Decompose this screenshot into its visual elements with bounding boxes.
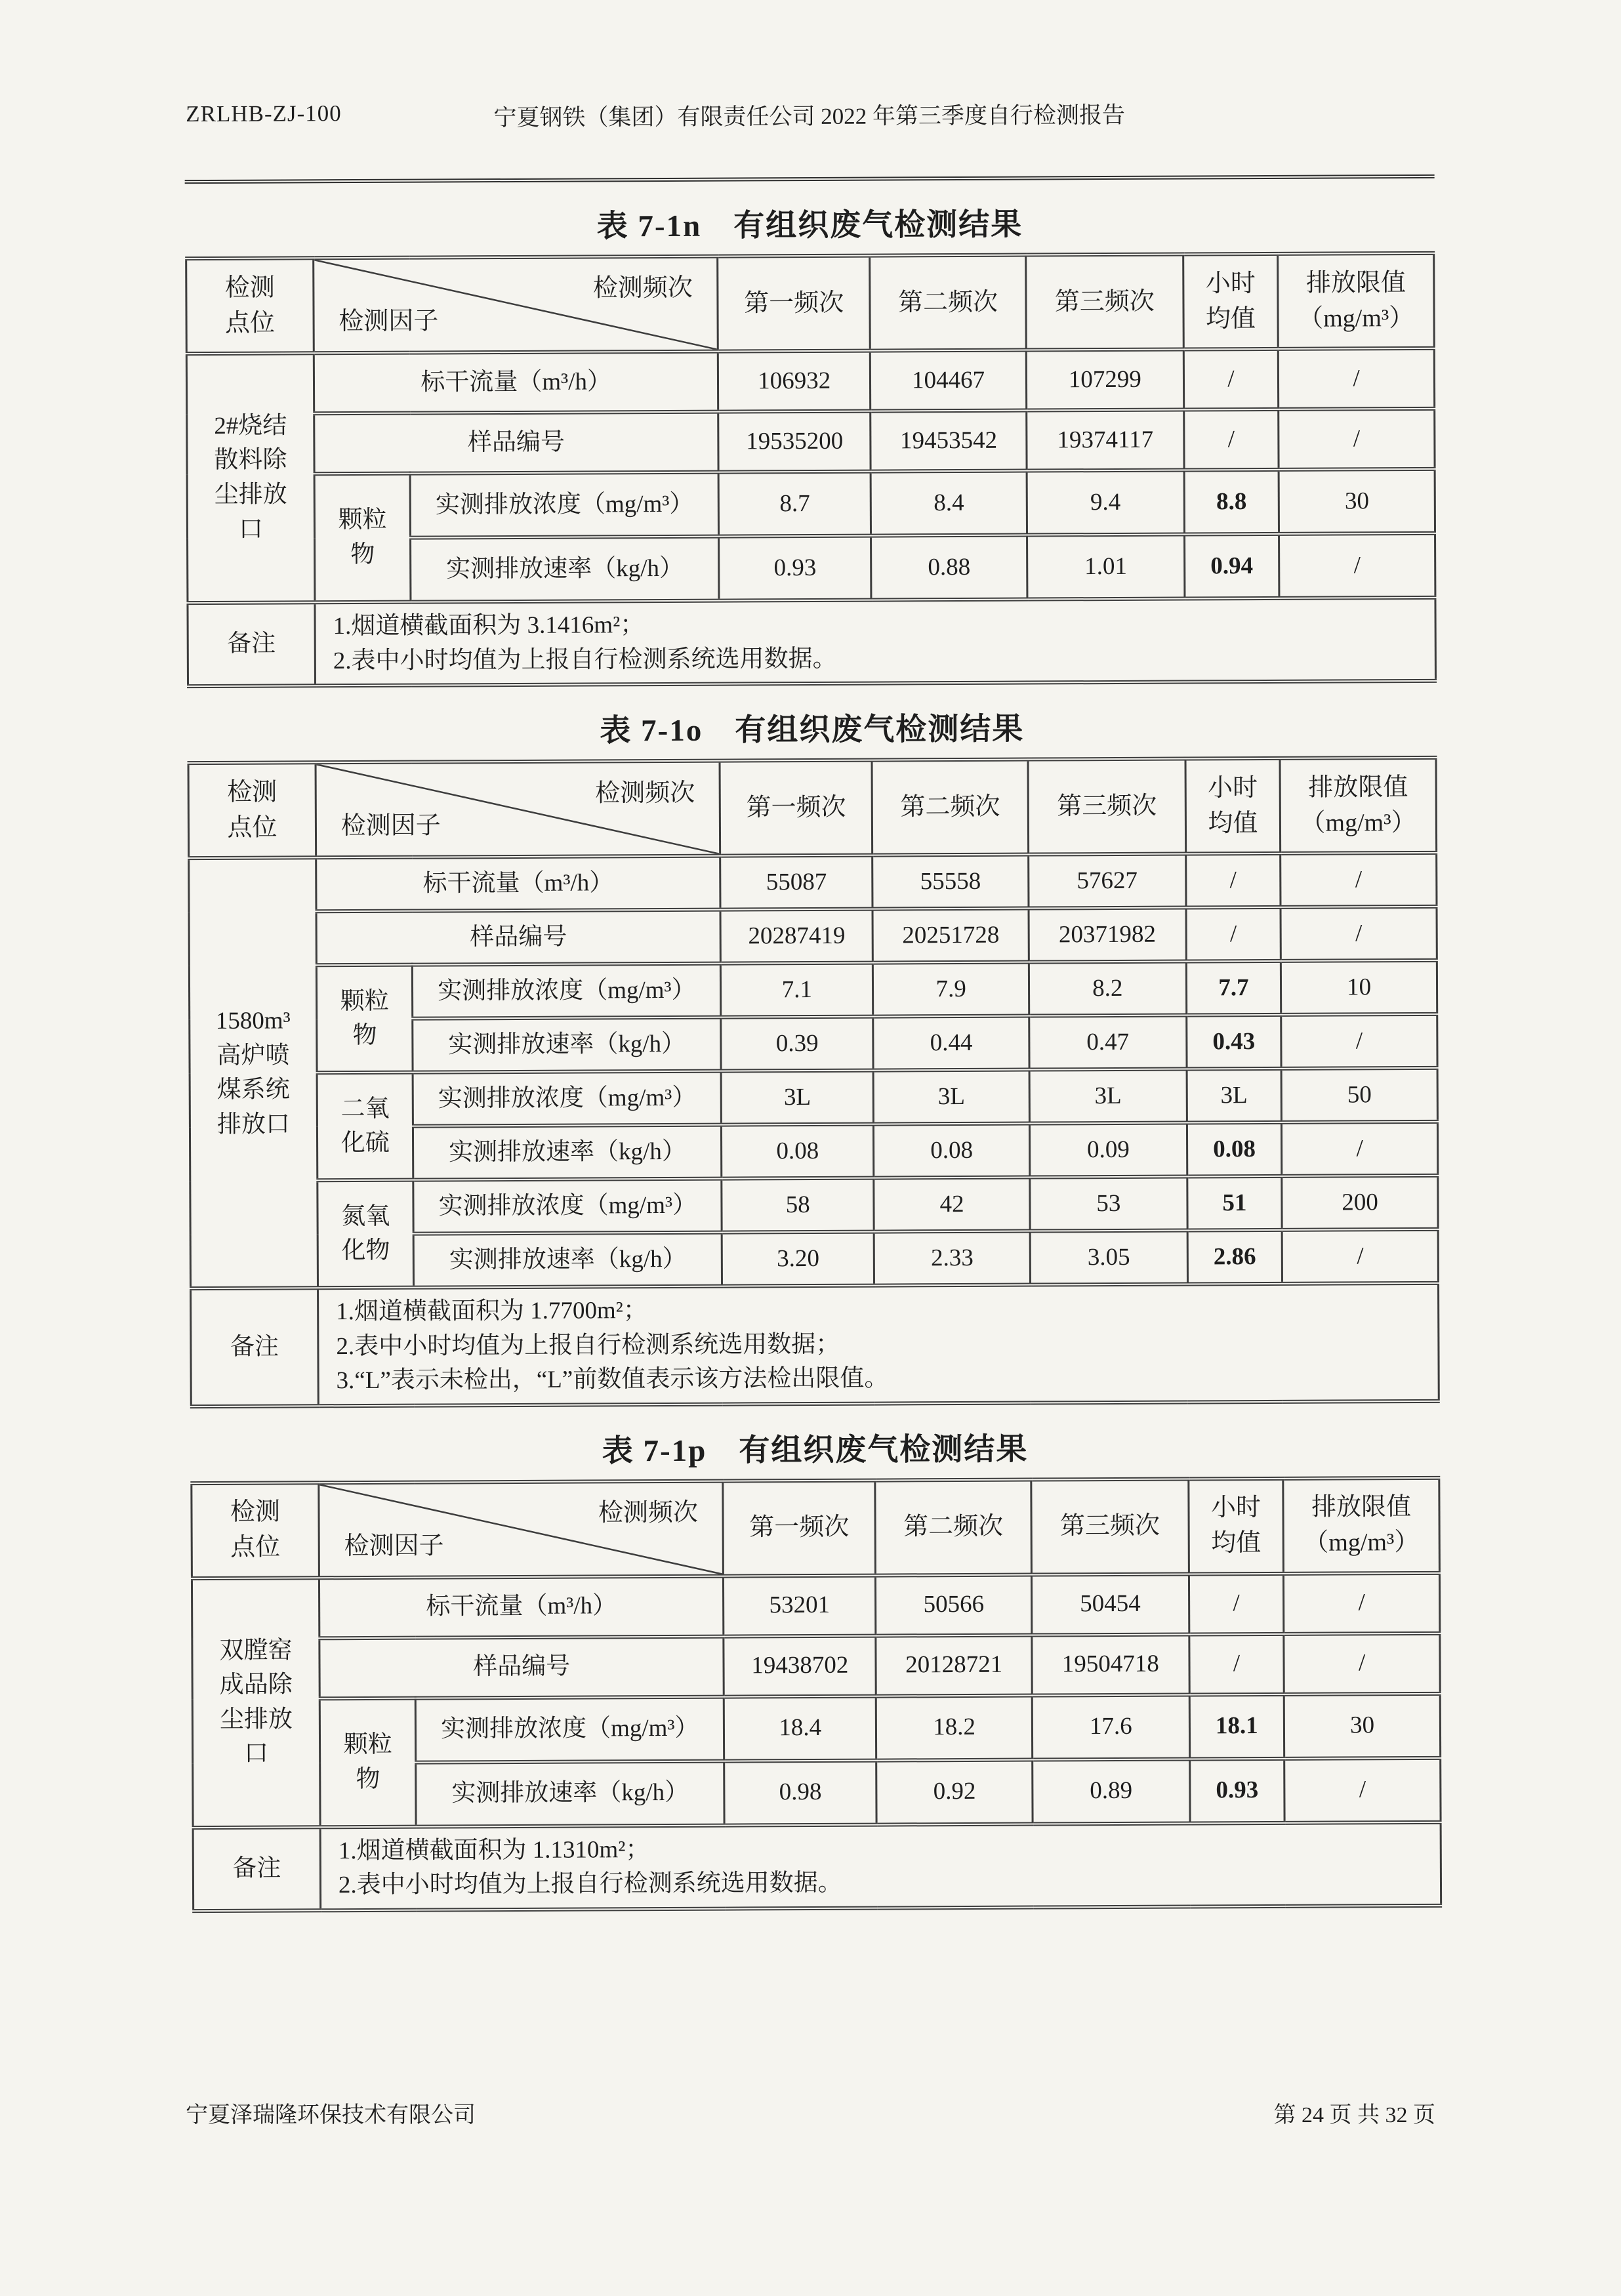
table-cell: / bbox=[1189, 1574, 1284, 1635]
table-cell: 0.44 bbox=[873, 1016, 1029, 1071]
col-header-limit: 排放限值 （mg/m³） bbox=[1280, 758, 1436, 853]
notes-label: 备注 bbox=[191, 1288, 319, 1406]
table-cell: 107299 bbox=[1026, 350, 1183, 411]
table-cell: / bbox=[1284, 1572, 1440, 1633]
col-header-limit: 排放限值 （mg/m³） bbox=[1283, 1477, 1439, 1573]
factor-label: 标干流量（m³/h） bbox=[319, 1576, 724, 1638]
factor-label: 实测排放浓度（mg/m³） bbox=[416, 1696, 724, 1762]
pollutant-label: 氮氧 化物 bbox=[318, 1180, 414, 1288]
table-title: 表 7-1p 有组织废气检测结果 bbox=[602, 1432, 1029, 1469]
table-cell: / bbox=[1183, 409, 1279, 470]
table-cell: 7.1 bbox=[721, 963, 873, 1017]
header-rule bbox=[185, 174, 1435, 184]
factor-label: 实测排放浓度（mg/m³） bbox=[413, 964, 721, 1019]
table-cell: / bbox=[1279, 533, 1435, 598]
table-cell: 17.6 bbox=[1032, 1694, 1189, 1759]
table-cell: 0.93 bbox=[1189, 1759, 1284, 1824]
factor-label: 实测排放浓度（mg/m³） bbox=[413, 1071, 722, 1126]
col-header-factor-frequency bbox=[319, 1481, 724, 1578]
data-table-7-1p bbox=[190, 1475, 1442, 1912]
table-cell: 3L bbox=[873, 1070, 1029, 1124]
document-code: ZRLHB-ZJ-100 bbox=[186, 100, 342, 127]
table-cell: 53 bbox=[1030, 1177, 1187, 1231]
table-cell: 58 bbox=[722, 1178, 874, 1233]
col-header-freq2: 第二频次 bbox=[870, 255, 1026, 351]
col-header-freq2: 第二频次 bbox=[872, 760, 1028, 855]
notes-text: 1.烟道横截面积为 3.1416m²； 2.表中小时均值为上报自行检测系统选用数据。 bbox=[315, 598, 1436, 686]
col-header-point: 检测 点位 bbox=[192, 1483, 319, 1578]
data-table-7-1n bbox=[185, 251, 1437, 688]
diagonal-bottom-label: 检测因子 bbox=[339, 307, 439, 336]
report-header-title: 宁夏钢铁（集团）有限责任公司 2022 年第三季度自行检测报告 bbox=[493, 102, 1126, 131]
table-cell: 8.7 bbox=[718, 472, 871, 537]
table-cell: / bbox=[1281, 1014, 1437, 1069]
diagonal-bottom-label: 检测因子 bbox=[340, 811, 441, 840]
table-cell: 3L bbox=[721, 1071, 873, 1125]
notes-label: 备注 bbox=[193, 1827, 321, 1911]
col-header-hour-avg: 小时 均值 bbox=[1188, 1479, 1283, 1574]
pollutant-label: 颗粒 物 bbox=[316, 965, 413, 1073]
col-header-hour-avg: 小时 均值 bbox=[1183, 254, 1278, 350]
table-cell: 106932 bbox=[718, 351, 871, 412]
table-cell: 57627 bbox=[1029, 854, 1186, 909]
col-header-freq2: 第二频次 bbox=[875, 1479, 1031, 1575]
table-cell: 55087 bbox=[720, 855, 872, 910]
table-cell: 200 bbox=[1282, 1176, 1438, 1230]
table-cell: 8.8 bbox=[1184, 470, 1279, 535]
table-cell: 19504718 bbox=[1032, 1634, 1189, 1695]
factor-label: 实测排放浓度（mg/m³） bbox=[411, 472, 719, 538]
table-cell: 18.2 bbox=[876, 1695, 1033, 1760]
table-cell: / bbox=[1281, 907, 1437, 961]
notes-label: 备注 bbox=[188, 602, 316, 686]
factor-label: 实测排放速率（kg/h） bbox=[411, 537, 719, 602]
table-cell: / bbox=[1281, 853, 1437, 907]
point-label: 2#烧结 散料除 尘排放 口 bbox=[186, 353, 315, 603]
table-cell: 51 bbox=[1187, 1176, 1282, 1231]
table-cell: 18.1 bbox=[1189, 1694, 1284, 1759]
col-header-factor-frequency bbox=[314, 256, 718, 354]
table-cell: 3L bbox=[1187, 1069, 1282, 1123]
table-cell: 8.2 bbox=[1029, 962, 1186, 1016]
pollutant-label: 颗粒 物 bbox=[314, 474, 411, 603]
notes-text: 1.烟道横截面积为 1.1310m²； 2.表中小时均值为上报自行检测系统选用数据。 bbox=[320, 1822, 1441, 1910]
table-cell: 3.20 bbox=[722, 1232, 874, 1286]
col-header-freq1: 第一频次 bbox=[723, 1480, 876, 1576]
table-cell: / bbox=[1279, 409, 1435, 470]
table-cell: 30 bbox=[1284, 1693, 1440, 1758]
page-content bbox=[184, 0, 1442, 1913]
table-cell: / bbox=[1183, 349, 1279, 410]
table-cell: 0.94 bbox=[1184, 534, 1279, 599]
table-cell: 20287419 bbox=[720, 909, 872, 964]
table-cell: 18.4 bbox=[724, 1696, 876, 1761]
table-cell: 0.92 bbox=[876, 1759, 1033, 1824]
notes-text: 1.烟道横截面积为 1.7700m²； 2.表中小时均值为上报自行检测系统选用数据； 3.“L”表示未检出，“L”前数值表示该方法检出限值。 bbox=[318, 1283, 1439, 1406]
table-cell: 30 bbox=[1279, 469, 1435, 534]
table-title: 表 7-1n 有组织废气检测结果 bbox=[596, 207, 1023, 244]
table-title: 表 7-1o 有组织废气检测结果 bbox=[600, 712, 1025, 748]
table-cell: 10 bbox=[1281, 960, 1437, 1015]
col-header-point: 检测 点位 bbox=[186, 258, 314, 354]
table-cell: 104467 bbox=[871, 350, 1027, 411]
page-header bbox=[184, 96, 1434, 135]
tables-container bbox=[185, 198, 1442, 1913]
diagonal-top-label: 检测频次 bbox=[592, 274, 693, 302]
table-cell: 2.33 bbox=[874, 1231, 1030, 1286]
table-cell: / bbox=[1284, 1757, 1441, 1822]
table-cell: 0.89 bbox=[1033, 1759, 1190, 1824]
table-cell: / bbox=[1282, 1122, 1438, 1176]
table-cell: 0.98 bbox=[724, 1760, 876, 1825]
table-cell: / bbox=[1284, 1633, 1440, 1694]
table-cell: 0.93 bbox=[719, 536, 871, 601]
factor-label: 实测排放速率（kg/h） bbox=[413, 1125, 722, 1180]
footer-page-number: 第 24 页 共 32 页 bbox=[1273, 2103, 1435, 2127]
table-cell: 0.08 bbox=[722, 1124, 874, 1179]
table-cell: 50 bbox=[1281, 1068, 1437, 1122]
table-cell: 2.86 bbox=[1187, 1230, 1282, 1284]
table-cell: / bbox=[1278, 348, 1434, 409]
table-cell: / bbox=[1185, 853, 1281, 908]
table-cell: 0.09 bbox=[1029, 1123, 1187, 1178]
pollutant-label: 颗粒 物 bbox=[319, 1698, 416, 1827]
table-cell: 9.4 bbox=[1027, 470, 1184, 535]
table-cell: 0.08 bbox=[874, 1124, 1030, 1178]
table-cell: 20371982 bbox=[1029, 908, 1186, 962]
col-header-factor-frequency bbox=[316, 761, 720, 858]
table-cell: 0.08 bbox=[1187, 1122, 1282, 1177]
table-cell: 7.9 bbox=[873, 962, 1029, 1017]
factor-label: 标干流量（m³/h） bbox=[316, 856, 721, 912]
col-header-hour-avg: 小时 均值 bbox=[1185, 758, 1281, 854]
table-cell: 0.39 bbox=[721, 1017, 873, 1071]
table-cell: / bbox=[1186, 907, 1281, 962]
factor-label: 标干流量（m³/h） bbox=[314, 352, 718, 414]
table-cell: 42 bbox=[874, 1178, 1030, 1232]
col-header-point: 检测 点位 bbox=[188, 762, 316, 858]
table-cell: / bbox=[1189, 1634, 1284, 1695]
table-cell: 1.01 bbox=[1027, 535, 1185, 600]
table-cell: 53201 bbox=[724, 1575, 876, 1636]
factor-label: 实测排放速率（kg/h） bbox=[413, 1017, 721, 1073]
table-cell: 8.4 bbox=[871, 471, 1027, 536]
table-cell: 19438702 bbox=[724, 1635, 876, 1696]
col-header-freq3: 第三频次 bbox=[1028, 759, 1185, 855]
table-cell: 7.7 bbox=[1186, 961, 1281, 1015]
data-table-7-1o bbox=[188, 756, 1440, 1408]
table-cell: 19374117 bbox=[1027, 410, 1184, 471]
table-cell: 50566 bbox=[876, 1574, 1032, 1635]
page-footer bbox=[186, 2097, 1435, 2129]
table-cell: 50454 bbox=[1031, 1574, 1189, 1635]
col-header-freq1: 第一频次 bbox=[720, 760, 872, 856]
point-label: 双膛窑 成品除 尘排放 口 bbox=[192, 1578, 320, 1828]
footer-company: 宁夏泽瑞隆环保技术有限公司 bbox=[186, 2103, 476, 2127]
table-cell: 20128721 bbox=[876, 1635, 1032, 1696]
factor-label: 实测排放速率（kg/h） bbox=[414, 1233, 722, 1288]
point-label: 1580m³ 高炉喷 煤系统 排放口 bbox=[189, 857, 318, 1288]
factor-label: 样品编号 bbox=[316, 910, 721, 966]
table-cell: 19453542 bbox=[871, 411, 1027, 472]
table-cell: 19535200 bbox=[718, 411, 871, 472]
table-cell: 0.88 bbox=[871, 535, 1027, 600]
table-cell: 0.47 bbox=[1029, 1015, 1187, 1070]
table-cell: 3.05 bbox=[1030, 1231, 1187, 1285]
col-header-limit: 排放限值 （mg/m³） bbox=[1278, 253, 1434, 349]
table-cell: 20251728 bbox=[872, 909, 1029, 963]
col-header-freq3: 第三频次 bbox=[1031, 1479, 1189, 1574]
diagonal-top-label: 检测频次 bbox=[595, 779, 695, 807]
diagonal-top-label: 检测频次 bbox=[598, 1498, 699, 1527]
diagonal-bottom-label: 检测因子 bbox=[344, 1532, 444, 1561]
table-cell: / bbox=[1282, 1229, 1438, 1284]
col-header-freq3: 第三频次 bbox=[1026, 255, 1183, 350]
factor-label: 样品编号 bbox=[319, 1636, 724, 1698]
table-cell: 0.43 bbox=[1186, 1015, 1281, 1069]
col-header-freq1: 第一频次 bbox=[718, 256, 871, 352]
table-cell: 55558 bbox=[872, 855, 1029, 909]
factor-label: 实测排放浓度（mg/m³） bbox=[413, 1179, 722, 1234]
table-cell: 3L bbox=[1029, 1069, 1187, 1124]
factor-label: 样品编号 bbox=[314, 412, 719, 474]
pollutant-label: 二氧 化硫 bbox=[317, 1073, 413, 1181]
factor-label: 实测排放速率（kg/h） bbox=[416, 1761, 724, 1826]
